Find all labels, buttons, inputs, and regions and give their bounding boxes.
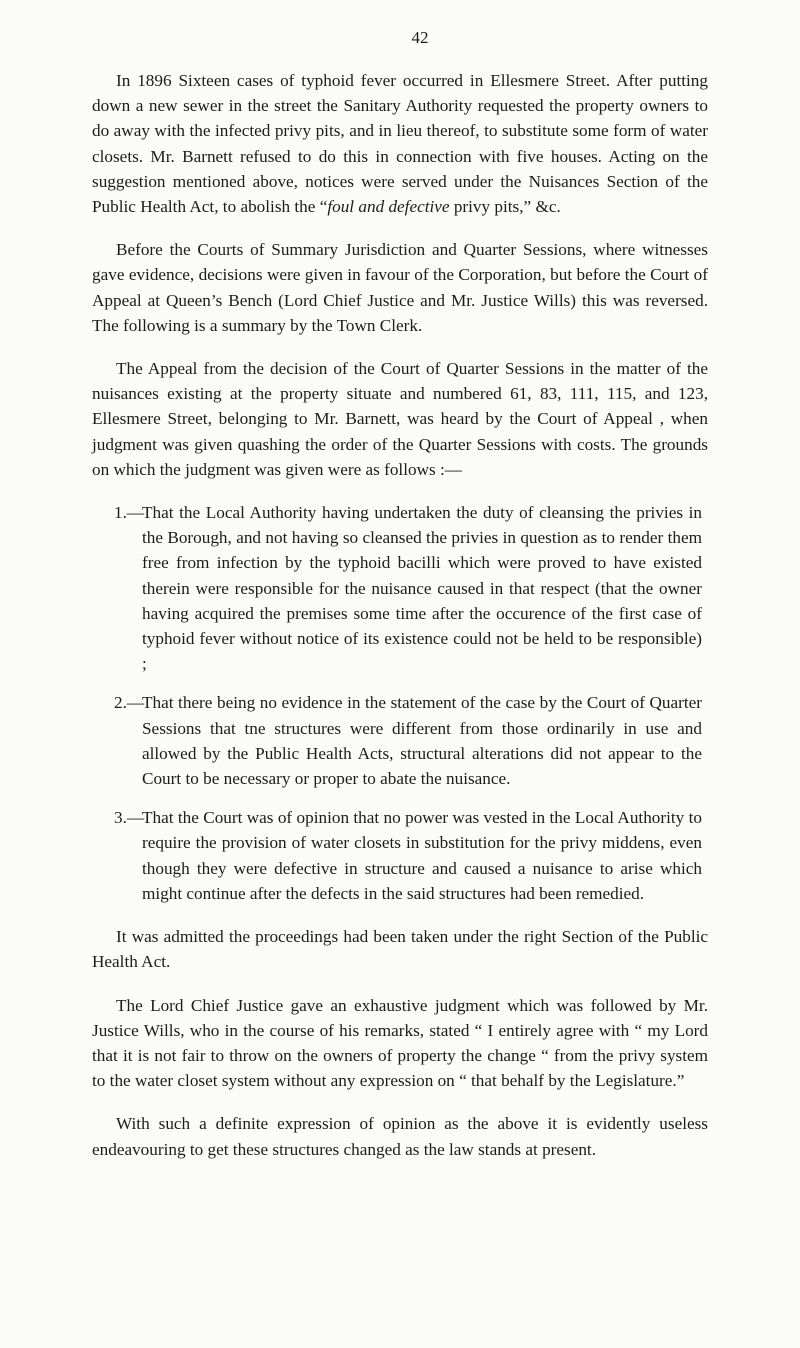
paragraph-text: In 1896 Sixteen cases of typhoid fever occurred in Ellesmere Street. After putting down a new sewer in the street the Sanitary Authority requested the property owners to do away with the infected privy pits, and in lieu thereof, to substitute some form of water closets. Mr. Barnett refused to do this in connection with five houses. Acting on the suggestion mentioned above, notices were served under the Nuisances Section of the Public Health Act, to abolish the “ xyxy=(92,71,708,217)
ground-text: That the Local Authority having undertaken the duty of cleansing the privies in the Borough, and not having so cleansed the privies in question as to render them free from infection by the typhoid bacilli which were proved to have existed therein were responsible for the nuisance caused in that respect (that the owner having acquired the premises some time after the occurence of the first case of typhoid fever without notice of its existence could not be held to be responsible) ; xyxy=(142,503,702,674)
quote-line: “ that behalf by the Legislature.” xyxy=(459,1071,685,1091)
quote-line: “ from the privy system to the water closet system without any expression on xyxy=(92,1045,709,1091)
paragraph-admitted: It was admitted the proceedings had been taken under the right Section of the Public Health Act. xyxy=(92,927,708,972)
paragraph-courts: Before the Courts of Summary Jurisdiction and Quarter Sessions, where witnesses gave evidence, decisions were given in favour of the Corporation, but before the Court of Appeal at Queen’s Bench (Lord Chief Justice and Mr. Justice Wills) this was reversed. The following is a summary by the Town Clerk. xyxy=(92,240,708,335)
paragraph-text: privy pits,” &c. xyxy=(449,197,561,217)
quote-line: “ my Lord that it is not fair to throw on the owners of property the change xyxy=(92,1020,708,1065)
ground-number: 1.— xyxy=(114,503,145,523)
ground-item xyxy=(92,690,708,791)
paragraph-conclusion: With such a definite expression of opinion as the above it is evidently useless endeavouring to get these structures changed as the law stands at present. xyxy=(92,1114,708,1159)
ground-number: 3.— xyxy=(114,808,145,828)
ground-text: That the Court was of opinion that no power was vested in the Local Authority to require the provision of water closets in substitution for the privy middens, even though they were defective in structure and caused a nuisance to arise which might continue after the defects in the said structures had been remedied. xyxy=(142,808,702,903)
ground-item xyxy=(92,500,708,676)
page-number: 42 xyxy=(411,28,429,47)
quote-line: The Lord Chief Justice gave an exhaustive judgment which was followed by Mr. Justice Wills, who in the course of his remarks, stated “ I entirely agree with xyxy=(92,995,708,1040)
grounds-list xyxy=(92,500,708,906)
paragraph-typhoid-cases xyxy=(92,68,708,219)
ground-number: 2.— xyxy=(114,693,145,713)
ground-item xyxy=(92,805,708,906)
italic-phrase: foul and defective xyxy=(327,197,450,217)
paragraph-judgment-quote xyxy=(92,993,708,1094)
ground-text: That there being no evidence in the statement of the case by the Court of Quarter Sessions that tne structures were different from those ordinarily in use and allowed by the Public Health Acts, structural alterations did not appear to the Court to be necessary or proper to abate the nuisance. xyxy=(142,693,702,789)
paragraph-appeal: The Appeal from the decision of the Court of Quarter Sessions in the matter of the nuisances existing at the property situate and numbered 61, 83, 111, 115, and 123, Ellesmere Street, belonging to Mr. Barnett, was heard by the Court of Appeal , when judgment was given quashing the order of the Quarter Sessions with costs. The grounds on which the judgment was given were as follows :— xyxy=(92,359,708,479)
